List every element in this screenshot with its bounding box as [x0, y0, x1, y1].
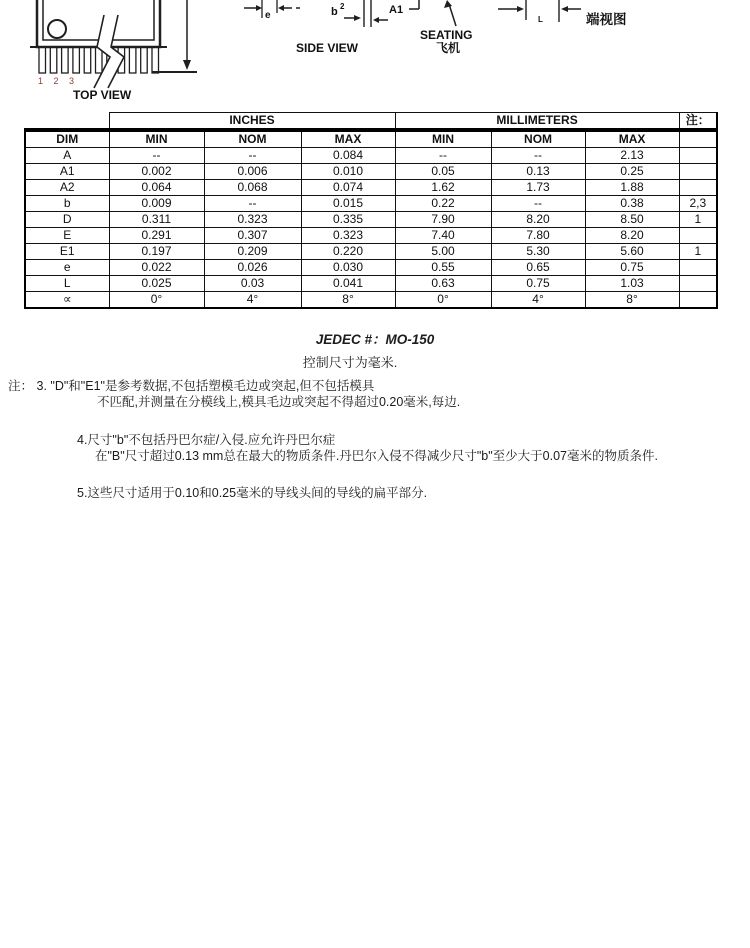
value-cell: -- [491, 196, 585, 212]
note-cell [679, 148, 717, 164]
value-cell: 0.63 [395, 276, 491, 292]
seating-plane-label: SEATING [420, 28, 473, 42]
value-cell: 1.62 [395, 180, 491, 196]
value-cell: 8.50 [585, 212, 679, 228]
value-cell: 0.323 [301, 228, 395, 244]
table-row [25, 228, 717, 244]
table-row [25, 148, 717, 164]
value-cell: -- [491, 148, 585, 164]
note-cell [679, 260, 717, 276]
value-cell: 0.197 [109, 244, 204, 260]
dim-cell: L [25, 276, 109, 292]
col-header-nom-in: NOM [204, 130, 301, 148]
note-group-header: 注： [679, 113, 717, 131]
seating-plane-label-cn: 飞机 [436, 41, 461, 55]
value-cell: 0.75 [491, 276, 585, 292]
value-cell: 0.041 [301, 276, 395, 292]
value-cell: 0.074 [301, 180, 395, 196]
note-cell: 2,3 [679, 196, 717, 212]
dim-label-e: e [265, 10, 271, 21]
note-3-line-2: 不匹配,并测量在分模线上,模具毛边或突起不得超过0.20毫米,每边. [97, 395, 461, 409]
dim-cell: D [25, 212, 109, 228]
dim-cell: A [25, 148, 109, 164]
break-line-icon [94, 15, 124, 88]
value-cell: 0.22 [395, 196, 491, 212]
value-cell: 0.006 [204, 164, 301, 180]
note-cell [679, 292, 717, 309]
col-header-dim: DIM [25, 130, 109, 148]
dim-label-a1: A1 [389, 4, 404, 16]
dim-cell: b [25, 196, 109, 212]
note-cell: 1 [679, 212, 717, 228]
value-cell: 0.015 [301, 196, 395, 212]
millimeters-group-header: MILLIMETERS [395, 113, 679, 131]
note-4-line-2: 在"B"尺寸超过0.13 mm总在最大的物质条件.丹巴尔入侵不得减少尺寸"b"至少大于0.07毫米的物质条件. [95, 449, 658, 463]
side-view-label: SIDE VIEW [296, 41, 359, 55]
table-row [25, 212, 717, 228]
table-column-header-row [25, 130, 717, 148]
value-cell: 7.40 [395, 228, 491, 244]
dim-cell: A2 [25, 180, 109, 196]
col-header-nom-mm: NOM [491, 130, 585, 148]
value-cell: 0.38 [585, 196, 679, 212]
corner-blank-cell [25, 113, 109, 131]
l-dimension [498, 0, 581, 24]
value-cell: 8.20 [585, 228, 679, 244]
pin-numbers: 1 2 3 [38, 76, 79, 86]
dim-cell: E [25, 228, 109, 244]
dim-label-l: L [538, 15, 543, 24]
value-cell: -- [204, 148, 301, 164]
value-cell: 8.20 [491, 212, 585, 228]
value-cell: 2.13 [585, 148, 679, 164]
value-cell: 1.88 [585, 180, 679, 196]
table-row [25, 164, 717, 180]
value-cell: 0.209 [204, 244, 301, 260]
note-cell [679, 228, 717, 244]
dimension-table [24, 112, 718, 309]
value-cell: 5.00 [395, 244, 491, 260]
seating-plane-callout [420, 0, 472, 55]
note-cell [679, 180, 717, 196]
value-cell: 0.291 [109, 228, 204, 244]
value-cell: -- [395, 148, 491, 164]
note-3-line-1: 注： 3. "D"和"E1"是参考数据,不包括塑模毛边或突起,但不包括模具 [8, 379, 375, 393]
col-header-min-in: MIN [109, 130, 204, 148]
table-row [25, 196, 717, 212]
col-header-note [679, 130, 717, 148]
value-cell: 0.03 [204, 276, 301, 292]
dim-cell: E1 [25, 244, 109, 260]
dim-label-b: b [331, 6, 338, 18]
end-view-label: 端视图 [586, 12, 627, 27]
value-cell: 1.73 [491, 180, 585, 196]
value-cell: 8° [585, 292, 679, 309]
notes-prefix: 注： [8, 379, 34, 393]
value-cell: 0.068 [204, 180, 301, 196]
col-header-min-mm: MIN [395, 130, 491, 148]
value-cell: -- [204, 196, 301, 212]
inches-group-header: INCHES [109, 113, 395, 131]
value-cell: 0.25 [585, 164, 679, 180]
dim-label-b-sup: 2 [340, 2, 345, 11]
table-row [25, 292, 717, 309]
value-cell: 0.13 [491, 164, 585, 180]
e-dimension [244, 0, 300, 21]
table-row [25, 260, 717, 276]
value-cell: 0.022 [109, 260, 204, 276]
value-cell: 5.30 [491, 244, 585, 260]
value-cell: 8° [301, 292, 395, 309]
value-cell: 7.90 [395, 212, 491, 228]
value-cell: 0.030 [301, 260, 395, 276]
value-cell: -- [109, 148, 204, 164]
value-cell: 5.60 [585, 244, 679, 260]
value-cell: 0.55 [395, 260, 491, 276]
package-pins [39, 47, 159, 73]
dim-cell: e [25, 260, 109, 276]
value-cell: 7.80 [491, 228, 585, 244]
value-cell: 0.335 [301, 212, 395, 228]
col-header-max-mm: MAX [585, 130, 679, 148]
table-row [25, 180, 717, 196]
top-view-label: TOP VIEW [73, 88, 132, 102]
note-5-line: 5.这些尺寸适用于0.10和0.25毫米的导线头间的导线的扁平部分. [77, 486, 428, 500]
value-cell: 0.311 [109, 212, 204, 228]
value-cell: 0° [395, 292, 491, 309]
value-cell: 0.323 [204, 212, 301, 228]
value-cell: 0.026 [204, 260, 301, 276]
note-cell: 1 [679, 244, 717, 260]
table-row [25, 244, 717, 260]
value-cell: 0.65 [491, 260, 585, 276]
value-cell: 0.084 [301, 148, 395, 164]
a1-dimension [389, 0, 419, 16]
note-cell [679, 276, 717, 292]
value-cell: 0.75 [585, 260, 679, 276]
table-row [25, 276, 717, 292]
dim-table-body [25, 148, 717, 309]
jedec-number-line: JEDEC #：MO-150 [315, 332, 435, 347]
value-cell: 0.307 [204, 228, 301, 244]
note-4-line-1: 4.尺寸"b"不包括丹巴尔症/入侵.应允许丹巴尔症 [77, 433, 336, 447]
value-cell: 0.025 [109, 276, 204, 292]
value-cell: 0° [109, 292, 204, 309]
controlling-dimension-line: 控制尺寸为毫米. [302, 355, 398, 370]
note-cell [679, 164, 717, 180]
value-cell: 0.220 [301, 244, 395, 260]
value-cell: 0.010 [301, 164, 395, 180]
pin1-marker-icon [48, 20, 66, 38]
value-cell: 0.064 [109, 180, 204, 196]
dim-cell: ∝ [25, 292, 109, 309]
dim-cell: A1 [25, 164, 109, 180]
b-dimension [331, 0, 388, 27]
value-cell: 4° [204, 292, 301, 309]
value-cell: 0.009 [109, 196, 204, 212]
col-header-max-in: MAX [301, 130, 395, 148]
value-cell: 0.002 [109, 164, 204, 180]
value-cell: 0.05 [395, 164, 491, 180]
package-drawing [0, 0, 750, 106]
table-group-header-row [25, 113, 717, 131]
value-cell: 4° [491, 292, 585, 309]
value-cell: 1.03 [585, 276, 679, 292]
